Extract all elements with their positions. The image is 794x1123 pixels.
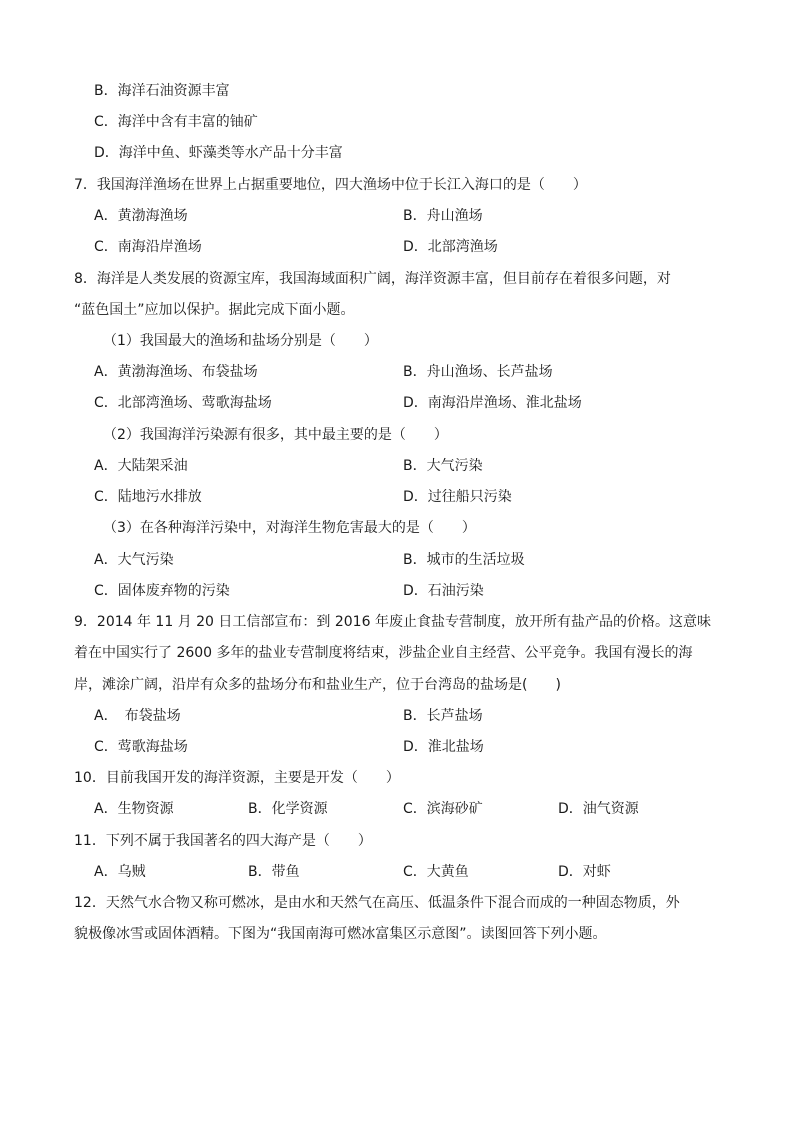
q10-option-b: B．化学资源 <box>248 801 328 817</box>
q8-sub2-option-d: D．过往船只污染 <box>403 489 512 505</box>
question-12-stem-line1: 12．天然气水合物又称可燃冰，是由水和天然气在高压、低温条件下混合而成的一种固态物质，外 <box>74 895 680 911</box>
q8-sub3-option-d: D．石油污染 <box>403 583 484 599</box>
question-8-stem-line1: 8．海洋是人类发展的资源宝库，我国海域面积广阔，海洋资源丰富，但目前存在着很多问题，对 <box>74 271 671 287</box>
q11-option-c: C．大黄鱼 <box>403 864 469 880</box>
q9-option-d: D．淮北盐场 <box>403 739 484 755</box>
q8-sub1-option-a: A．黄渤海渔场、布袋盐场 <box>94 364 258 380</box>
question-8-stem-line2: “蓝色国土”应加以保护。据此完成下面小题。 <box>74 302 355 318</box>
question-9-stem-line3: 岸，滩涂广阔，沿岸有众多的盐场分布和盐业生产，位于台湾岛的盐场是( ) <box>74 677 561 693</box>
q8-sub2-option-b: B．大气污染 <box>403 458 483 474</box>
prev-option-b: B．海洋石油资源丰富 <box>94 83 230 99</box>
prev-option-d: D．海洋中鱼、虾藻类等水产品十分丰富 <box>94 145 343 161</box>
q9-option-a: A． 布袋盐场 <box>94 708 181 724</box>
q8-sub3-stem: （3）在各种海洋污染中，对海洋生物危害最大的是（ ） <box>103 520 476 536</box>
q10-option-d: D．油气资源 <box>558 801 639 817</box>
question-9-stem-line1: 9．2014 年 11 月 20 日工信部宣布：到 2016 年废止食盐专营制度，放开所有盐产品的价格。这意味 <box>74 614 711 630</box>
q7-option-a: A．黄渤海渔场 <box>94 208 188 224</box>
q7-option-c: C．南海沿岸渔场 <box>94 239 202 255</box>
q8-sub2-option-a: A．大陆架采油 <box>94 458 188 474</box>
q8-sub2-stem: （2）我国海洋污染源有很多，其中最主要的是（ ） <box>103 427 448 443</box>
prev-option-c: C．海洋中含有丰富的铀矿 <box>94 114 258 130</box>
q11-option-b: B．带鱼 <box>248 864 300 880</box>
q8-sub1-option-b: B．舟山渔场、长芦盐场 <box>403 364 553 380</box>
q8-sub1-option-c: C．北部湾渔场、莺歌海盐场 <box>94 395 272 411</box>
question-11-stem: 11．下列不属于我国著名的四大海产是（ ） <box>74 833 372 849</box>
q8-sub3-option-a: A．大气污染 <box>94 552 174 568</box>
q8-sub3-option-c: C．固体废弃物的污染 <box>94 583 230 599</box>
q9-option-c: C．莺歌海盐场 <box>94 739 188 755</box>
q8-sub1-option-d: D．南海沿岸渔场、淮北盐场 <box>403 395 582 411</box>
question-10-stem: 10．目前我国开发的海洋资源，主要是开发（ ） <box>74 770 400 786</box>
q9-option-b: B．长芦盐场 <box>403 708 483 724</box>
q7-option-b: B．舟山渔场 <box>403 208 483 224</box>
q10-option-a: A．生物资源 <box>94 801 174 817</box>
q8-sub1-stem: （1）我国最大的渔场和盐场分别是（ ） <box>103 333 378 349</box>
q7-option-d: D．北部湾渔场 <box>403 239 498 255</box>
question-7-stem: 7．我国海洋渔场在世界上占据重要地位，四大渔场中位于长江入海口的是（ ） <box>74 177 587 193</box>
q8-sub2-option-c: C．陆地污水排放 <box>94 489 202 505</box>
question-9-stem-line2: 着在中国实行了 2600 多年的盐业专营制度将结束，涉盐企业自主经营、公平竞争。我国有漫长的海 <box>74 645 693 661</box>
q10-option-c: C．滨海砂矿 <box>403 801 483 817</box>
q11-option-d: D．对虾 <box>558 864 611 880</box>
q11-option-a: A．乌贼 <box>94 864 146 880</box>
question-12-stem-line2: 貌极像冰雪或固体酒精。下图为“我国南海可燃冰富集区示意图”。读图回答下列小题。 <box>74 926 607 942</box>
q8-sub3-option-b: B．城市的生活垃圾 <box>403 552 525 568</box>
